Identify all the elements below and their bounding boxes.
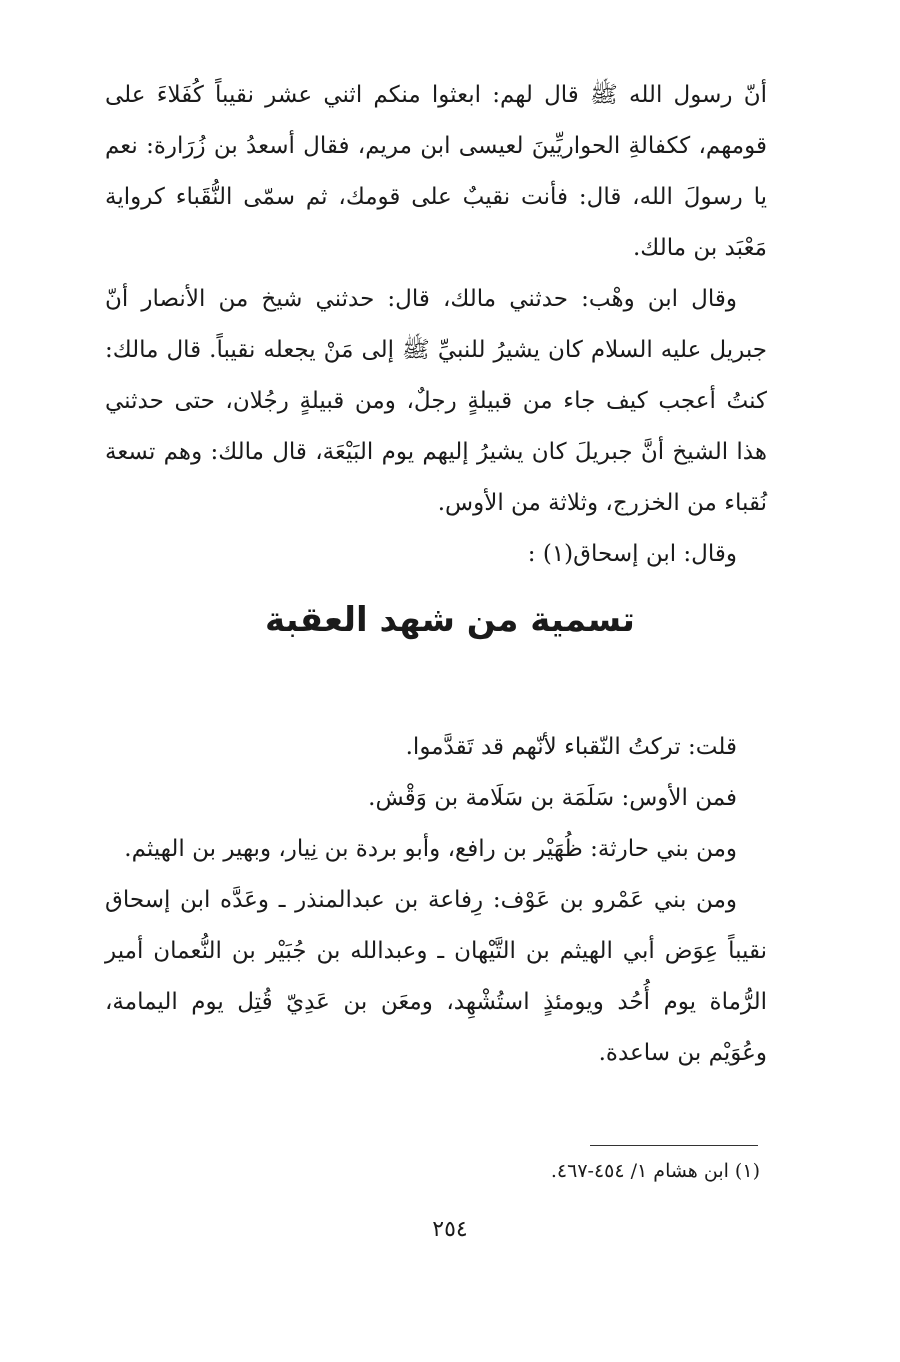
lower-text-block	[105, 722, 767, 1079]
paragraph-ibn-ishaq-intro: وقال: ابن إسحاق(١) :	[527, 541, 737, 567]
section-heading: تسمية من شهد العقبة	[265, 600, 635, 640]
paragraph-note-naqibs: قلت: تركتُ النّقباء لأنّهم قد تَقدَّموا.	[405, 734, 737, 760]
paragraph-bani-haritha: ومن بني حارثة: ظُهَيْر بن رافع، وأبو بردة بن نِيار، وبهير بن الهيثم.	[124, 836, 737, 862]
paragraph-ibn-wahb-narration: وقال ابن وهْب: حدثني مالك، قال: حدثني شيخ من الأنصار أنّ جبريل عليه السلام كان يشيرُ للنبيِّ ﷺ إلى مَنْ يجعله نقيباً. قال مالك: كنتُ أعجب كيف جاء من قبيلةٍ رجلٌ، ومن قبيلةٍ رجُلان، حتى حدثني هذا الشيخ أنَّ جبريلَ كان يشيرُ إليهم يوم البَيْعَة، قال مالك: وهم تسعة نُقباء من الخزرج، وثلاثة من الأوس.	[105, 286, 767, 516]
paragraph-aws-list: فمن الأوس: سَلَمَة بن سَلَامة بن وَقْش.	[368, 785, 737, 811]
footnote-divider	[590, 1145, 758, 1146]
page-number: ٢٥٤	[432, 1217, 468, 1242]
paragraph-naqib-appointment: أنّ رسول الله ﷺ قال لهم: ابعثوا منكم اثني عشر نقيباً كُفَلاءَ على قومهم، ككفالةِ الحواريِّينَ لعيسى ابن مريم، فقال أسعدُ بن زُرَارة: نعم يا رسولَ الله، قال: فأنت نقيبٌ على قومك، ثم سمّى النُّقَباء كرواية مَعْبَد بن مالك.	[105, 82, 767, 261]
paragraph-bani-amr-ibn-awf: ومن بني عَمْرو بن عَوْف: رِفاعة بن عبدالمنذر ـ وعَدَّه ابن إسحاق نقيباً عِوَض أبي الهيثم بن التَّيْهان ـ وعبدالله بن جُبَيْر بن النُّعمان أمير الرُّماة يوم أُحُد ويومئذٍ استُشْهِد، ومعَن بن عَدِيّ قُتِل يوم اليمامة، وعُوَيْم بن ساعدة.	[105, 887, 767, 1066]
upper-text-block	[105, 70, 767, 580]
footnote: (١) ابن هشام ١/ ٤٥٤-٤٦٧.	[550, 1160, 760, 1182]
